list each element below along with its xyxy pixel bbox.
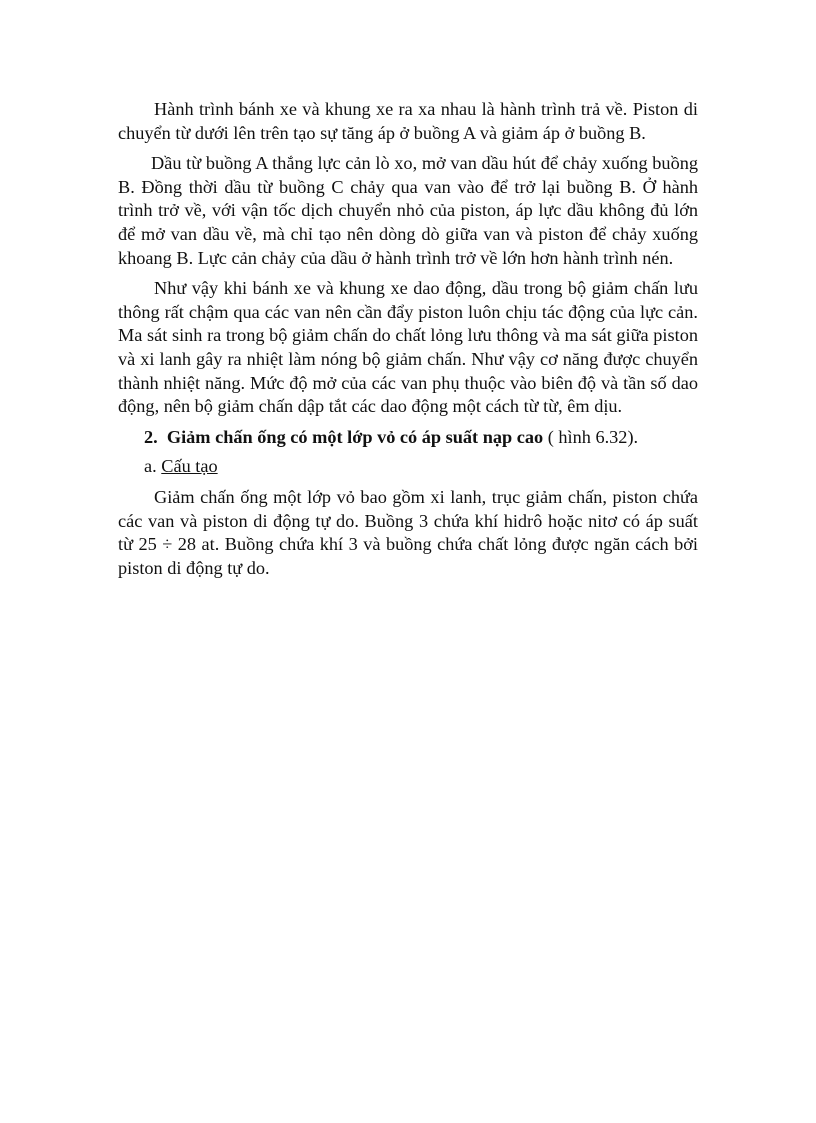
section-number: 2. [144,426,158,447]
document-page [118,98,698,587]
paragraph-damping-summary: Như vậy khi bánh xe và khung xe dao động, dầu trong bộ giảm chấn lưu thông rất chậm qua các van nên cần đẩy piston luôn chịu tác động của lực cản. Ma sát sinh ra trong bộ giảm chấn do chất lỏng lưu thông và ma sát giữa piston và xi lanh gây ra nhiệt làm nóng bộ giảm chấn. Như vậy cơ năng được chuyển thành nhiệt năng. Mức độ mở của các van phụ thuộc vào biên độ và tần số dao động, nên bộ giảm chấn dập tắt các dao động một cách từ từ, êm dịu. [118,278,698,417]
subsection-title: Cấu tạo [161,456,218,477]
paragraph-oil-flow: Dầu từ buồng A thắng lực cản lò xo, mở van dầu hút để chảy xuống buồng B. Đồng thời dầu từ buồng C chảy qua van vào để trở lại buồng B. Ở hành trình trở về, với vận tốc dịch chuyển nhỏ của piston, áp lực dầu không đủ lớn để mở van dầu về, mà chỉ tạo nên dòng dò giữa van và piston để chảy xuống khoang B. Lực cản chảy của dầu ở hành trình trở về lớn hơn hành trình nén. [118,153,698,268]
figure-reference: ( hình 6.32). [543,426,639,447]
paragraph-return-stroke: Hành trình bánh xe và khung xe ra xa nhau là hành trình trả về. Piston di chuyển từ dưới lên trên tạo sự tăng áp ở buồng A và giảm áp ở buồng B. [118,99,698,143]
subsection-heading [118,455,698,479]
section-title: Giảm chấn ống có một lớp vỏ có áp suất nạp cao [166,426,544,447]
subsection-label: a. [144,456,157,477]
paragraph-structure: Giảm chấn ống một lớp vỏ bao gồm xi lanh, trục giảm chấn, piston chứa các van và piston di động tự do. Buồng 3 chứa khí hidrô hoặc nitơ có áp suất từ 25 ÷ 28 at. Buồng chứa khí 3 và buồng chứa chất lỏng được ngăn cách bởi piston di động tự do. [118,486,698,578]
section-heading [118,426,698,450]
